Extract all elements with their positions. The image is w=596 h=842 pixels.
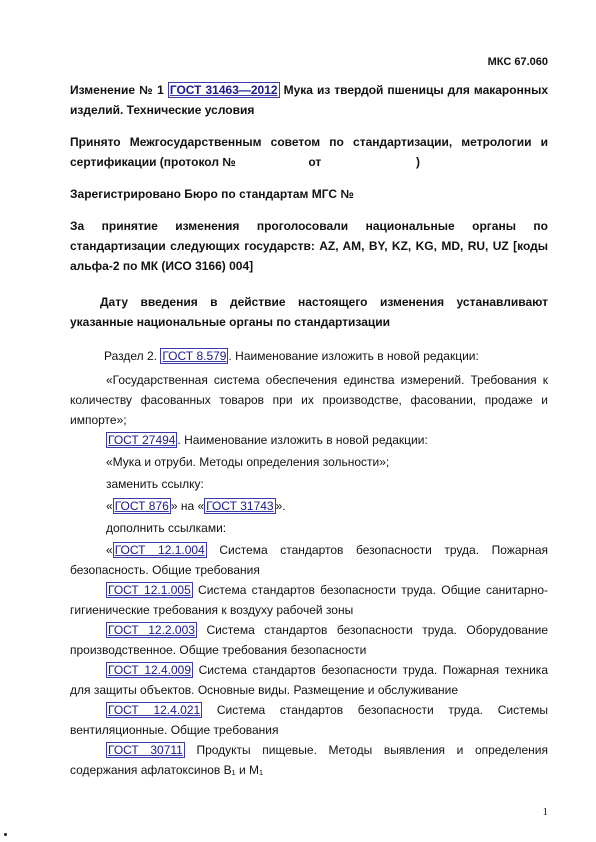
ref-item: ГОСТ 12.1.005 Система стандартов безопасности труда. Общие санитарно- гигиенические требования к воздуху рабочей зоны xyxy=(70,583,548,617)
page-number: 1 xyxy=(542,806,548,818)
mks-code: МКС 67.060 xyxy=(487,56,548,68)
adopted-statement: Принято Межгосударственным советом по стандартизации, метрологии и сертификации (протокол № от ) xyxy=(70,135,548,169)
ref-item: « ГОСТ 12.1.004 Система стандартов безопасности труда. Пожарная безопасность. Общие требования xyxy=(70,543,548,577)
gost-link-8579[interactable]: ГОСТ 8.579 xyxy=(162,349,227,363)
voting-statement: За принятие изменения проголосовали национальные органы по стандартизации следующих государств: AZ, AM, BY, KZ, KG, MD, RU, UZ [коды альфа-2 по МК (ИСО 3166) 004] xyxy=(70,219,548,273)
gost-link-31463[interactable]: ГОСТ 31463—2012 xyxy=(169,83,278,97)
quote-1: «Государственная система обеспечения единства измерений. Требования к количеству фасованных товаров при их производстве, фасовании, продаже и импорте»; xyxy=(70,373,548,427)
gost-link-876[interactable]: ГОСТ 876 xyxy=(114,499,169,513)
gost-link-31743[interactable]: ГОСТ 31743 xyxy=(206,499,274,513)
gost-link-12-4-021[interactable]: ГОСТ 12.4.021 xyxy=(108,703,201,717)
ref-item: ГОСТ 12.2.003 Система стандартов безопасности труда. Оборудование производственное. Общие требования безопасности xyxy=(70,623,548,657)
gost-link-12-4-009[interactable]: ГОСТ 12.4.009 xyxy=(108,663,192,677)
registered-statement: Зарегистрировано Бюро по стандартам МГС № xyxy=(70,187,354,201)
gost-link-12-1-005[interactable]: ГОСТ 12.1.005 xyxy=(108,583,191,597)
replace-ref-line: « ГОСТ 876 » на « ГОСТ 31743 ». xyxy=(106,499,286,513)
quote-2: «Мука и отруби. Методы определения зольности»; xyxy=(106,455,390,469)
section2-line: Раздел 2. ГОСТ 8.579 . Наименование изложить в новой редакции: xyxy=(104,349,479,363)
gost-link-12-2-003[interactable]: ГОСТ 12.2.003 xyxy=(108,623,195,637)
gost-link-12-1-004[interactable]: ГОСТ 12.1.004 xyxy=(114,543,205,557)
scan-dot xyxy=(4,833,7,836)
effective-date-statement: Дату введения в действие настоящего изменения устанавливают указанные национальные органы по стандартизации xyxy=(70,295,548,329)
gost-link-30711[interactable]: ГОСТ 30711 xyxy=(108,743,183,757)
ref-item: ГОСТ 30711 Продукты пищевые. Методы выявления и определения содержания афлатоксинов B₁ и M₁ xyxy=(70,743,548,777)
gost27494-line: ГОСТ 27494 . Наименование изложить в новой редакции: xyxy=(108,433,428,447)
amendment-title: Изменение № 1 ГОСТ 31463—2012 Мука из твердой пшеницы для макаронных изделий. Технические условия xyxy=(70,83,549,117)
replace-ref-label: заменить ссылку: xyxy=(106,477,204,491)
gost-link-27494[interactable]: ГОСТ 27494 xyxy=(108,433,176,447)
add-refs-label: дополнить ссылками: xyxy=(106,521,227,535)
ref-item: ГОСТ 12.4.009 Система стандартов безопасности труда. Пожарная техника для защиты объектов. Основные виды. Размещение и обслуживание xyxy=(70,663,548,697)
ref-item: ГОСТ 12.4.021 Система стандартов безопасности труда. Системы вентиляционные. Общие требования xyxy=(70,703,548,737)
